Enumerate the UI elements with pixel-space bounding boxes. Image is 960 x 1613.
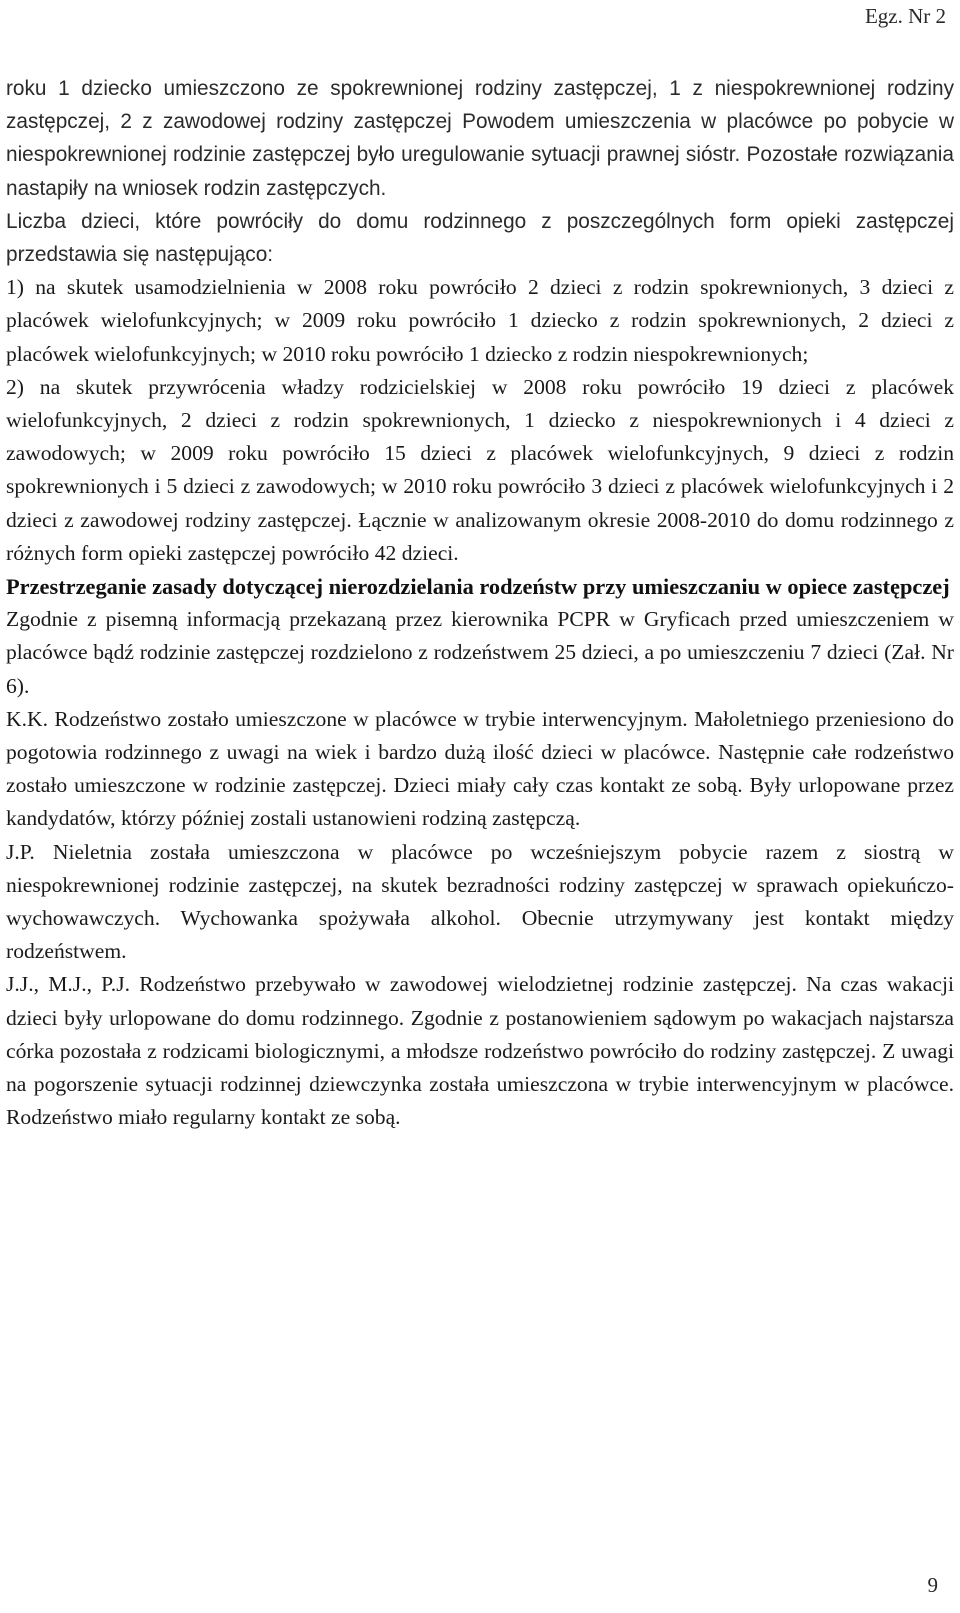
page-number: 9 (927, 1573, 938, 1597)
paragraph-case-jj-mj-pj: J.J., M.J., P.J. Rodzeństwo przebywało w zawodowej wielodzietnej rodzinie zastępczej. Na czas wakacji dzieci były urlopowane do domu rodzinnego. Zgodnie z postanowieniem sądowym po wakacjach najstarsza córka pozostała z rodzicami biologicznymi, a młodsze rodzeństwo powróciło do rodziny zastępczej. Z uwagi na pogorszenie sytuacji rodzinnej dziewczynka została umieszczona w trybie interwencyjnym w placówce. Rodzeństwo miało regularny kontakt ze sobą. (6, 972, 954, 1130)
document-body (6, 72, 954, 1135)
section-title: Przestrzeganie zasady dotyczącej nierozdzielania rodzeństw przy umieszczaniu w opiece zastępczej (6, 574, 950, 600)
paragraph-list-item-2: 2) na skutek przywrócenia władzy rodzicielskiej w 2008 roku powróciło 19 dzieci z placówek wielofunkcyjnych, 2 dzieci z rodzin spokrewnionych, 1 dziecko z niespokrewnionych i 4 dzieci z zawodowych; w 2009 roku powróciło 15 dzieci z placówek wielofunkcyjnych, 9 dzieci z rodzin spokrewnionych i 5 dzieci z zawodowych; w 2010 roku powróciło 3 dzieci z placówek wielofunkcyjnych i 2 dzieci z zawodowej rodziny zastępczej. Łącznie w analizowanym okresie 2008-2010 do domu rodzinnego z różnych form opieki zastępczej powróciło 42 dzieci. (6, 374, 954, 565)
paragraph-siblings-separation: Zgodnie z pisemną informacją przekazaną przez kierownika PCPR w Gryficach przed umieszczeniem w placówce bądź rodzinie zastępczej rozdzielono z rodzeństwem 25 dzieci, a po umieszczeniu 7 dzieci (Zał. Nr 6). (6, 607, 954, 698)
paragraph-returned-children-intro: Liczba dzieci, które powróciły do domu rodzinnego z poszczególnych form opieki zastępczej przedstawia się następująco: (6, 209, 954, 267)
paragraph-placement-summary: roku 1 dziecko umieszczono ze spokrewnionej rodziny zastępczej, 1 z niespokrewnionej rodziny zastępczej, 2 z zawodowej rodziny zastępczej Powodem umieszczenia w placówce po pobycie w niespokrewnionej rodzinie zastępczej było uregulowanie sytuacji prawnej sióstr. Pozostałe rozwiązania nastapiły na wniosek rodzin zastępczych. (6, 77, 954, 200)
paragraph-list-item-1: 1) na skutek usamodzielnienia w 2008 roku powróciło 2 dzieci z rodzin spokrewnionych, 3 dzieci z placówek wielofunkcyjnych; w 2009 roku powróciło 1 dziecko z rodzin spokrewnionych, 2 dzieci z placówek wielofunkcyjnych; w 2010 roku powróciło 1 dziecko z rodzin niespokrewnionych; (6, 275, 954, 366)
paragraph-case-jp: J.P. Nieletnia została umieszczona w placówce po wcześniejszym pobycie razem z siostrą w niespokrewnionej rodzinie zastępczej, na skutek bezradności rodziny zastępczej w sprawach opiekuńczo-wychowawczych. Wychowanka spożywała alkohol. Obecnie utrzymywany jest kontakt między rodzeństwem. (6, 839, 954, 964)
paragraph-case-kk: K.K. Rodzeństwo zostało umieszczone w placówce w trybie interwencyjnym. Małoletniego przeniesiono do pogotowia rodzinnego z uwagi na wiek i bardzo dużą ilość dzieci w placówce. Następnie całe rodzeństwo zostało umieszczone w rodzinie zastępczej. Dzieci miały cały czas kontakt ze sobą. Były urlopowane przez kandydatów, którzy później zostali ustanowieni rodziną zastępczą. (6, 706, 954, 831)
copy-number-label: Egz. Nr 2 (864, 4, 946, 28)
